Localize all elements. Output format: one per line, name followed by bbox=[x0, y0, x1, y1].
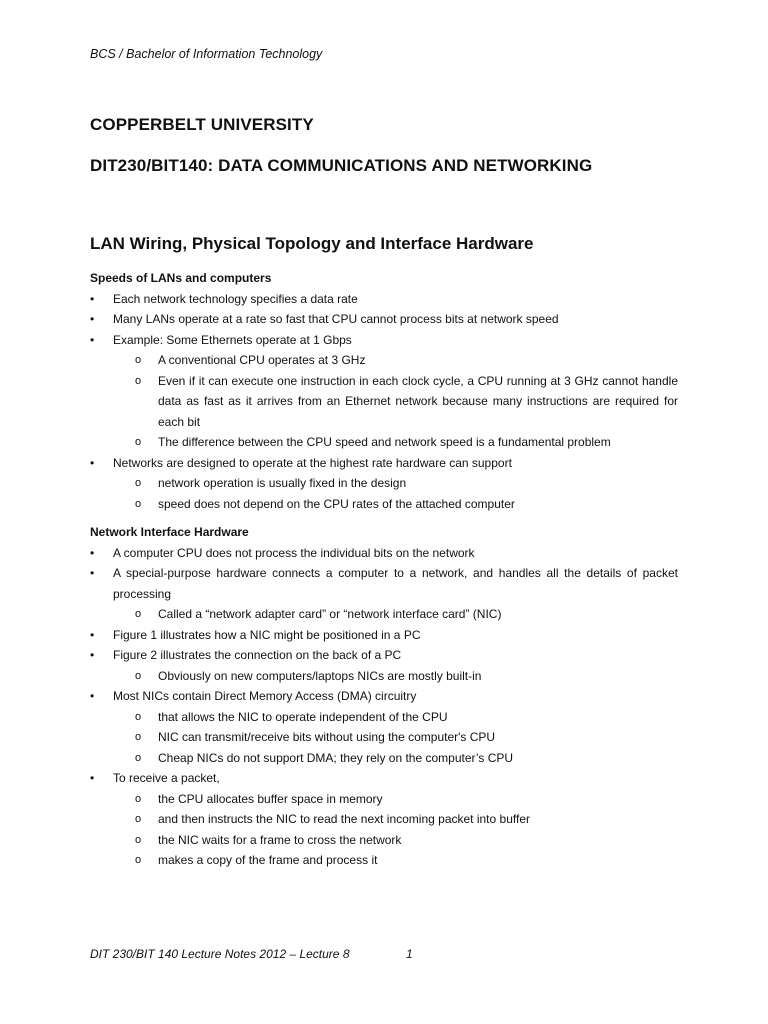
sub-list-item-text: the NIC waits for a frame to cross the network bbox=[158, 832, 402, 847]
circle-bullet-icon: o bbox=[135, 792, 142, 805]
list-item bbox=[90, 686, 678, 707]
section-title: Network Interface Hardware bbox=[90, 525, 249, 539]
bullet-icon: • bbox=[90, 648, 95, 662]
list-item-text: Networks are designed to operate at the highest rate hardware can support bbox=[113, 455, 512, 470]
list-item-text: Figure 1 illustrates how a NIC might be positioned in a PC bbox=[113, 627, 421, 642]
page-header: BCS / Bachelor of Information Technology bbox=[90, 47, 323, 61]
bullet-icon: • bbox=[90, 566, 95, 580]
sub-list-item bbox=[135, 830, 678, 851]
bullet-icon: • bbox=[90, 545, 95, 560]
page-footer: DIT 230/BIT 140 Lecture Notes 2012 – Lecture 8 bbox=[90, 947, 350, 961]
page-number: 1 bbox=[406, 947, 413, 961]
bullet-icon: • bbox=[90, 627, 95, 642]
circle-bullet-icon: o bbox=[135, 436, 142, 448]
sub-list-item-text: The difference between the CPU speed and network speed is a fundamental problem bbox=[158, 435, 611, 449]
list-item-text: Each network technology specifies a data rate bbox=[113, 291, 358, 306]
bullet-icon: • bbox=[90, 312, 95, 326]
circle-bullet-icon: o bbox=[135, 833, 142, 846]
sub-list-item-text: the CPU allocates buffer space in memory bbox=[158, 791, 383, 806]
sub-list-item-text: A conventional CPU operates at 3 GHz bbox=[158, 353, 366, 367]
circle-bullet-icon: o bbox=[135, 477, 142, 489]
bullet-icon: • bbox=[90, 771, 95, 785]
sub-list-item bbox=[135, 494, 678, 515]
university-title: COPPERBELT UNIVERSITY bbox=[90, 115, 314, 134]
list-item-text: Figure 2 illustrates the connection on the back of a PC bbox=[113, 648, 402, 662]
circle-bullet-icon: o bbox=[135, 813, 142, 825]
sub-list-item bbox=[135, 727, 678, 748]
list-item bbox=[90, 645, 678, 666]
circle-bullet-icon: o bbox=[135, 669, 142, 682]
list-item-text: A computer CPU does not process the individual bits on the network bbox=[113, 545, 475, 560]
list-item bbox=[90, 309, 678, 330]
list-item-text: To receive a packet, bbox=[113, 771, 220, 785]
bullet-icon: • bbox=[90, 689, 95, 703]
circle-bullet-icon: o bbox=[135, 608, 142, 620]
lecture-topic-heading: LAN Wiring, Physical Topology and Interface Hardware bbox=[90, 234, 534, 253]
sub-list-item-text: speed does not depend on the CPU rates of the attached computer bbox=[158, 496, 515, 511]
sub-list-item-text: Obviously on new computers/laptops NICs are mostly built-in bbox=[158, 668, 482, 683]
sub-list-item bbox=[135, 350, 678, 371]
list-item bbox=[90, 543, 678, 564]
sub-list-item bbox=[135, 371, 678, 433]
sub-list-item bbox=[135, 473, 678, 494]
circle-bullet-icon: o bbox=[135, 854, 142, 866]
sub-list-item bbox=[135, 432, 678, 453]
sub-list-item-text: Called a “network adapter card” or “network interface card” (NIC) bbox=[158, 607, 502, 621]
sub-list-item-text: network operation is usually fixed in the design bbox=[158, 476, 407, 490]
circle-bullet-icon: o bbox=[135, 497, 142, 510]
section-title: Speeds of LANs and computers bbox=[90, 271, 272, 285]
course-title: DIT230/BIT140: DATA COMMUNICATIONS AND NETWORKING bbox=[90, 156, 593, 175]
circle-bullet-icon: o bbox=[135, 710, 142, 723]
circle-bullet-icon: o bbox=[135, 751, 142, 764]
sub-list-item-text: NIC can transmit/receive bits without using the computer's CPU bbox=[158, 730, 496, 744]
list-item bbox=[90, 330, 678, 351]
sub-list-item bbox=[135, 707, 678, 728]
sub-list-item bbox=[135, 666, 678, 687]
list-item-text: A special-purpose hardware connects a computer to a network, and handles all the details of packet processing bbox=[113, 566, 678, 601]
sub-list-item-text: makes a copy of the frame and process it bbox=[158, 853, 378, 867]
circle-bullet-icon: o bbox=[135, 731, 142, 743]
bullet-icon: • bbox=[90, 291, 95, 306]
list-item-text: Many LANs operate at a rate so fast that CPU cannot process bits at network speed bbox=[113, 312, 559, 326]
list-item bbox=[90, 453, 678, 474]
circle-bullet-icon: o bbox=[135, 354, 142, 366]
bullet-icon: • bbox=[90, 332, 95, 347]
lecture-content bbox=[90, 268, 678, 871]
list-item-text: Most NICs contain Direct Memory Access (DMA) circuitry bbox=[113, 689, 417, 703]
sub-list-item bbox=[135, 604, 678, 625]
circle-bullet-icon: o bbox=[135, 374, 142, 387]
sub-list-item-text: and then instructs the NIC to read the next incoming packet into buffer bbox=[158, 812, 530, 826]
sub-list-item-text: Even if it can execute one instruction in each clock cycle, a CPU running at 3 GHz cannot handle data as fast as it arrives from an Ethernet network because many instructions are required for each bit bbox=[158, 373, 678, 429]
bullet-icon: • bbox=[90, 455, 95, 470]
list-item bbox=[90, 625, 678, 646]
list-item bbox=[90, 563, 678, 604]
sub-list-item bbox=[135, 809, 678, 830]
sub-list-item-text: that allows the NIC to operate independent of the CPU bbox=[158, 709, 448, 724]
sub-list-item bbox=[135, 789, 678, 810]
sub-list-item bbox=[135, 748, 678, 769]
sub-list-item-text: Cheap NICs do not support DMA; they rely on the computer’s CPU bbox=[158, 750, 514, 765]
sub-list-item bbox=[135, 850, 678, 871]
list-item bbox=[90, 289, 678, 310]
list-item-text: Example: Some Ethernets operate at 1 Gbps bbox=[113, 332, 352, 347]
list-item bbox=[90, 768, 678, 789]
